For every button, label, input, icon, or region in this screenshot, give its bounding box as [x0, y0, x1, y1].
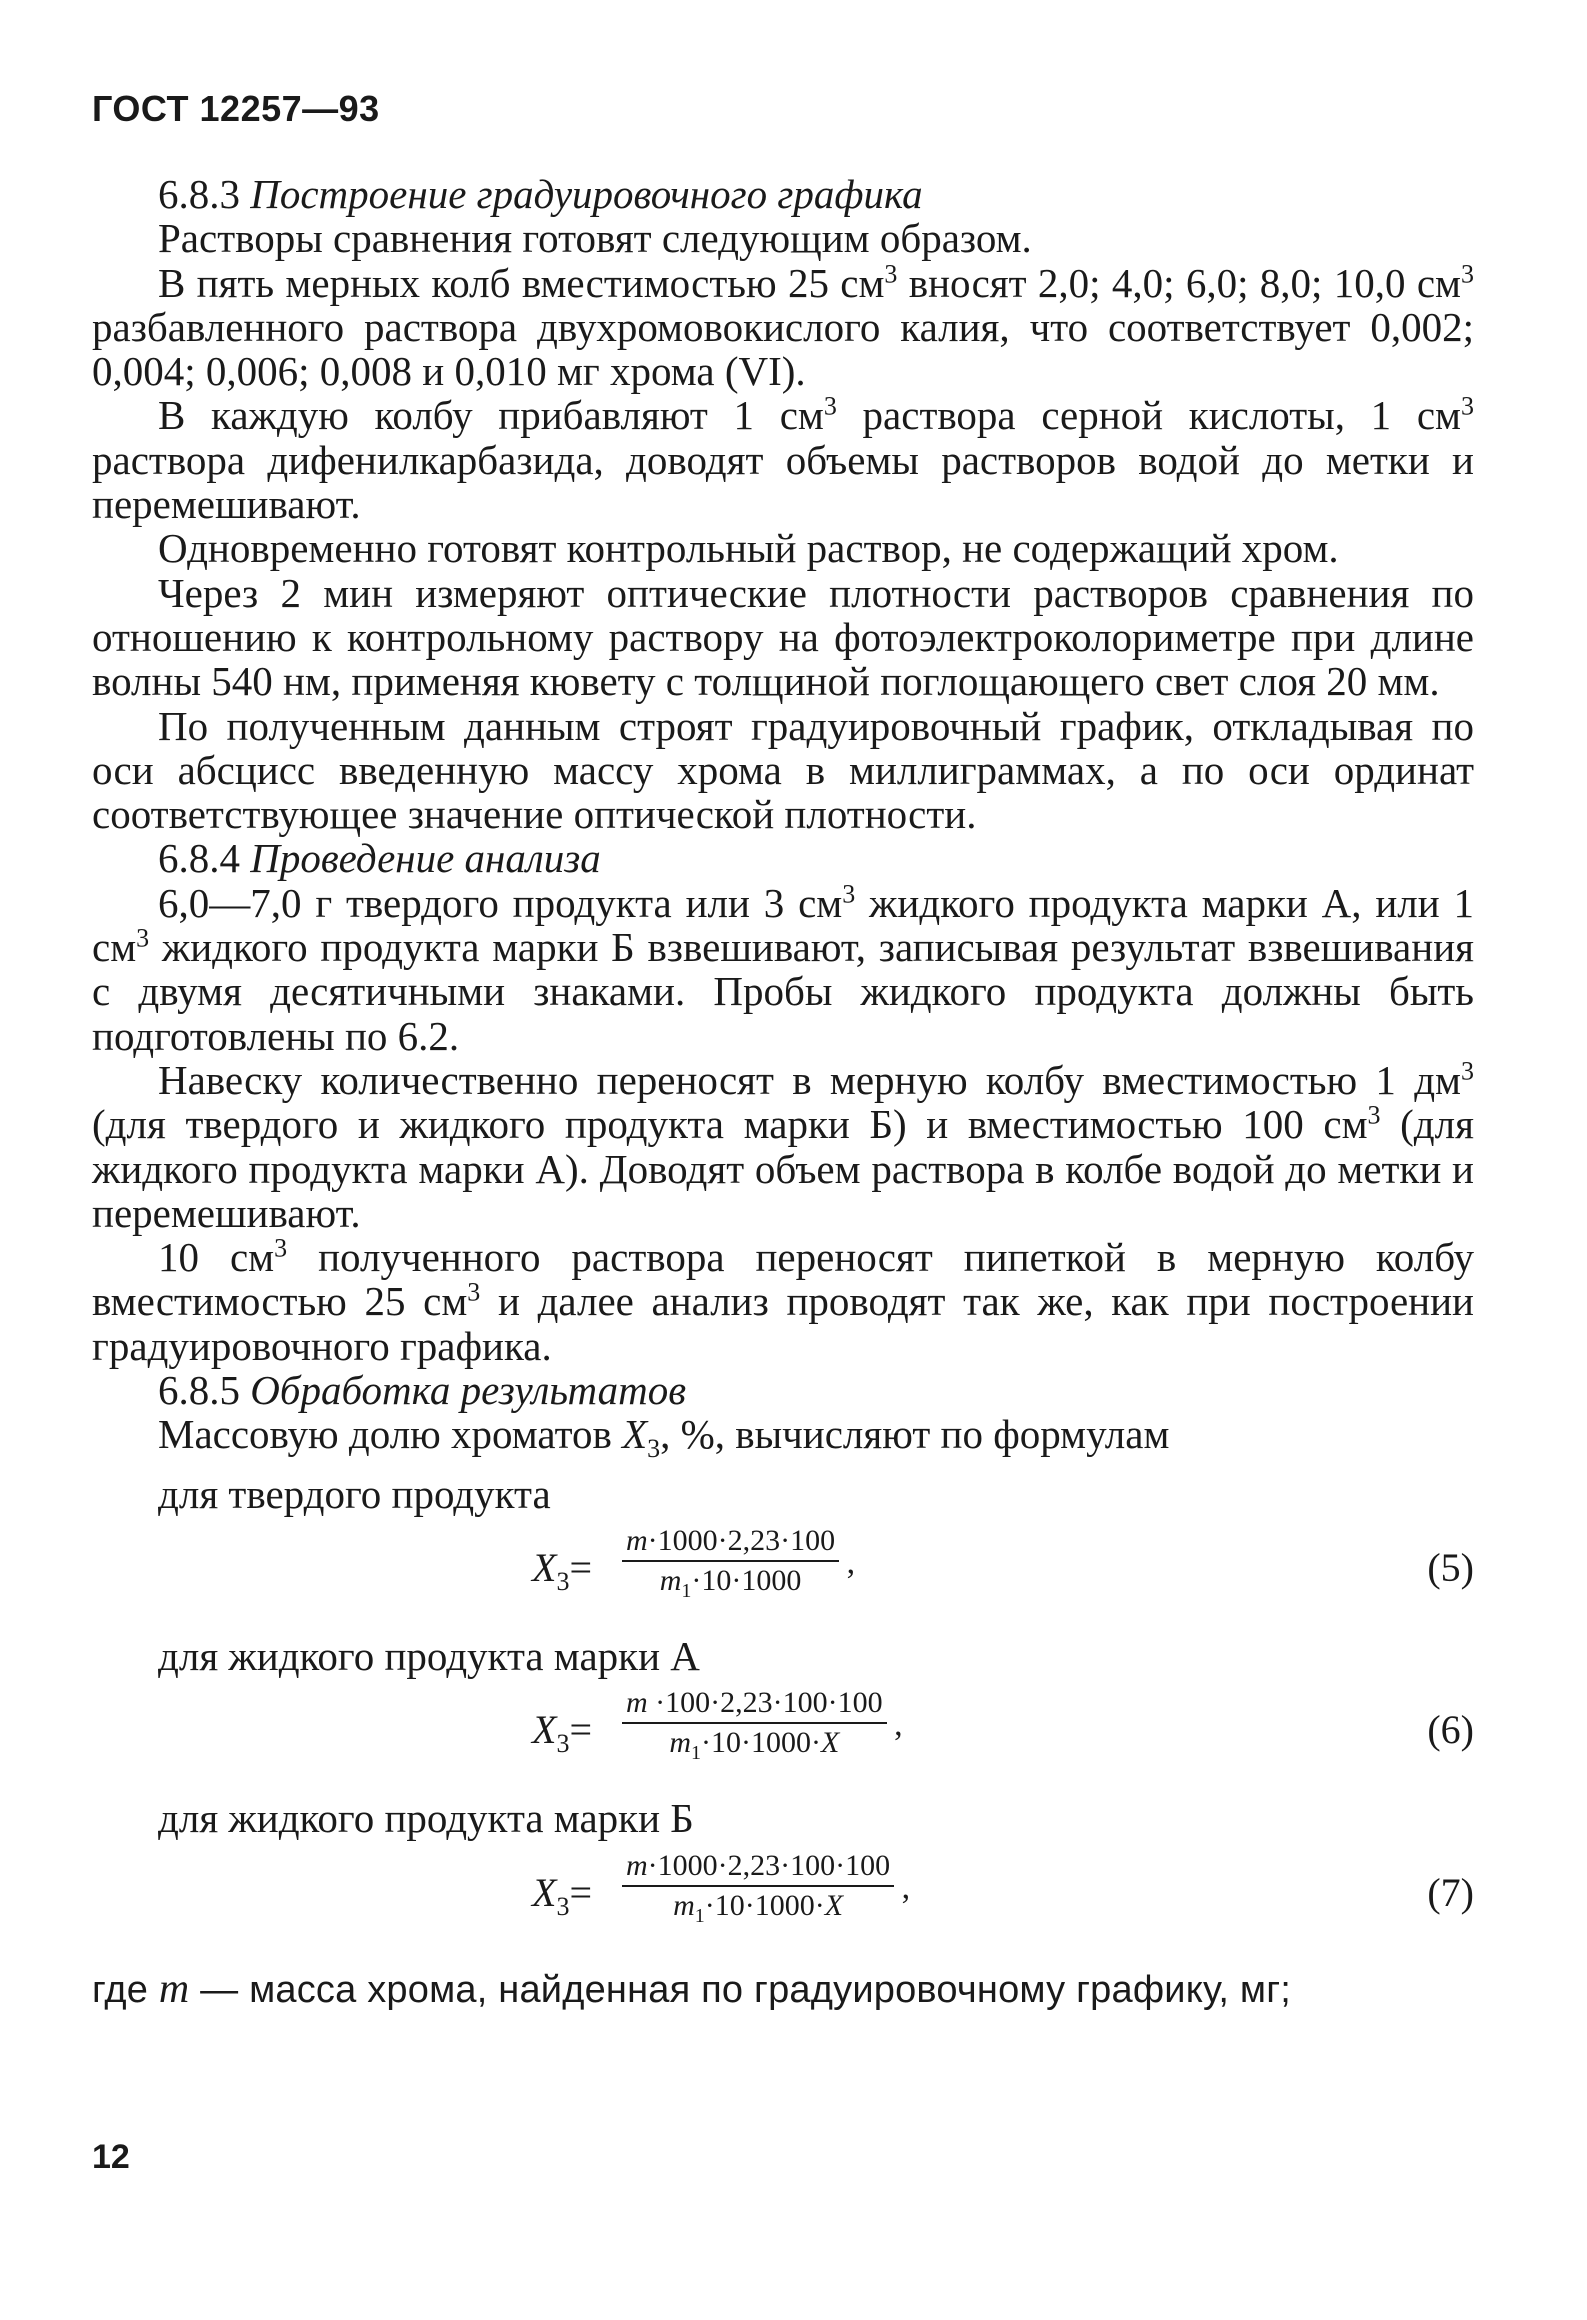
formula-7 [92, 1847, 1474, 1953]
fraction-denominator: $m_1\cdot 10\cdot 1000$ [659, 1564, 802, 1603]
paragraph: 6,0—7,0 г твердого продукта или 3 $см^3$ жидкого продукта марки А, или 1 $см^3$ жидкого продукта марки Б взвешивают, записывая результат взвешивания с двумя десятичными знаками. Пробы жидкого продукта должны быть подготовлены по 6.2. [92, 879, 1474, 1059]
paragraph: По полученным данным строят градуировочный график, откладывая по оси абсцисс введенную массу хрома в миллиграммах, а по оси ординат соответствующее значение оптической плотности. [92, 702, 1474, 838]
paragraph: В пять мерных колб вместимостью 25 $см^3$ вносят 2,0; 4,0; 6,0; 8,0; 10,0 $см^3$ разбавленного раствора двухромовокислого калия, что соответствует 0,002; 0,004; 0,006; 0,008 и 0,010 мг хрома (VI). [92, 258, 1474, 395]
section-6-8-3-heading: 6.8.3 Построение градуировочного графика [158, 171, 923, 217]
document-body [92, 172, 1474, 2012]
standard-header: ГОСТ 12257—93 [92, 88, 380, 129]
fraction-denominator: $m_1\cdot 10\cdot 1000\cdot X$ [673, 1888, 844, 1927]
formula-6 [92, 1684, 1474, 1790]
paragraph: Навеску количественно переносят в мерную колбу вместимостью 1 $дм^3$ (для твердого и жидкого продукта марки Б) и вместимостью 100 $см^3$ (для жидкого продукта марки А). Доводят объем раствора в колбе водой до метки и перемешивают. [92, 1056, 1474, 1236]
section-6-8-5-heading: 6.8.5 Обработка результатов [158, 1367, 687, 1414]
equation-number: (6) [1427, 1707, 1474, 1753]
formula-fraction: m·1000·2,23·100 $m_1\cdot 10\cdot 1000$ , [622, 1522, 839, 1610]
paragraph: Растворы сравнения готовят следующим образом. [158, 215, 1032, 262]
formula-fraction: m·1000·2,23·100·100 $m_1\cdot 10\cdot 1000\cdot X$ , [622, 1847, 894, 1935]
page-number: 12 [92, 2138, 130, 2176]
formula-fraction: m ·100·2,23·100·100 $m_1\cdot 10\cdot 1000\cdot X$ , [622, 1684, 887, 1772]
paragraph: 10 $см^3$ полученного раствора переносят пипеткой в мерную колбу вместимостью 25 $см^3$ и далее анализ проводят так же, как при построении градуировочного графика. [92, 1233, 1474, 1369]
paragraph: Массовую долю хроматов $X_3$, %, вычисляют по формулам [158, 1411, 1170, 1464]
formula-lhs: $X_3=$ [532, 1545, 592, 1597]
equation-number: (5) [1427, 1545, 1474, 1591]
section-6-8-4-heading: 6.8.4 Проведение анализа [158, 835, 601, 882]
formula-5 [92, 1522, 1474, 1628]
paragraph: Через 2 мин измеряют оптические плотности растворов сравнения по отношению к контрольному раствору на фотоэлектроколориметре при длине волны 540 нм, применяя кювету с толщиной поглощающего свет слоя 20 мм. [92, 569, 1474, 705]
formula-label-solid: для твердого продукта [158, 1470, 551, 1517]
paragraph: Одновременно готовят контрольный раствор, не содержащий хром. [158, 525, 1339, 572]
paragraph: В каждую колбу прибавляют 1 $см^3$ раствора серной кислоты, 1 $см^3$ раствора дифенилкарбазида, доводят объемы растворов водой до метки и перемешивают. [92, 391, 1474, 528]
fraction-numerator: m·1000·2,23·100 [622, 1522, 839, 1562]
equation-number: (7) [1427, 1869, 1474, 1915]
formula-label-liquid-a: для жидкого продукта марки А [158, 1633, 700, 1680]
variable-definition: где m — масса хрома, найденная по градуировочному графику, мг; [92, 1965, 1292, 2012]
formula-label-liquid-b: для жидкого продукта марки Б [158, 1795, 694, 1842]
formula-lhs: $X_3=$ [532, 1869, 592, 1921]
fraction-numerator: m ·100·2,23·100·100 [622, 1684, 887, 1724]
fraction-denominator: $m_1\cdot 10\cdot 1000\cdot X$ [669, 1726, 840, 1765]
formula-lhs: $X_3=$ [532, 1707, 592, 1759]
fraction-numerator: m·1000·2,23·100·100 [622, 1847, 894, 1887]
